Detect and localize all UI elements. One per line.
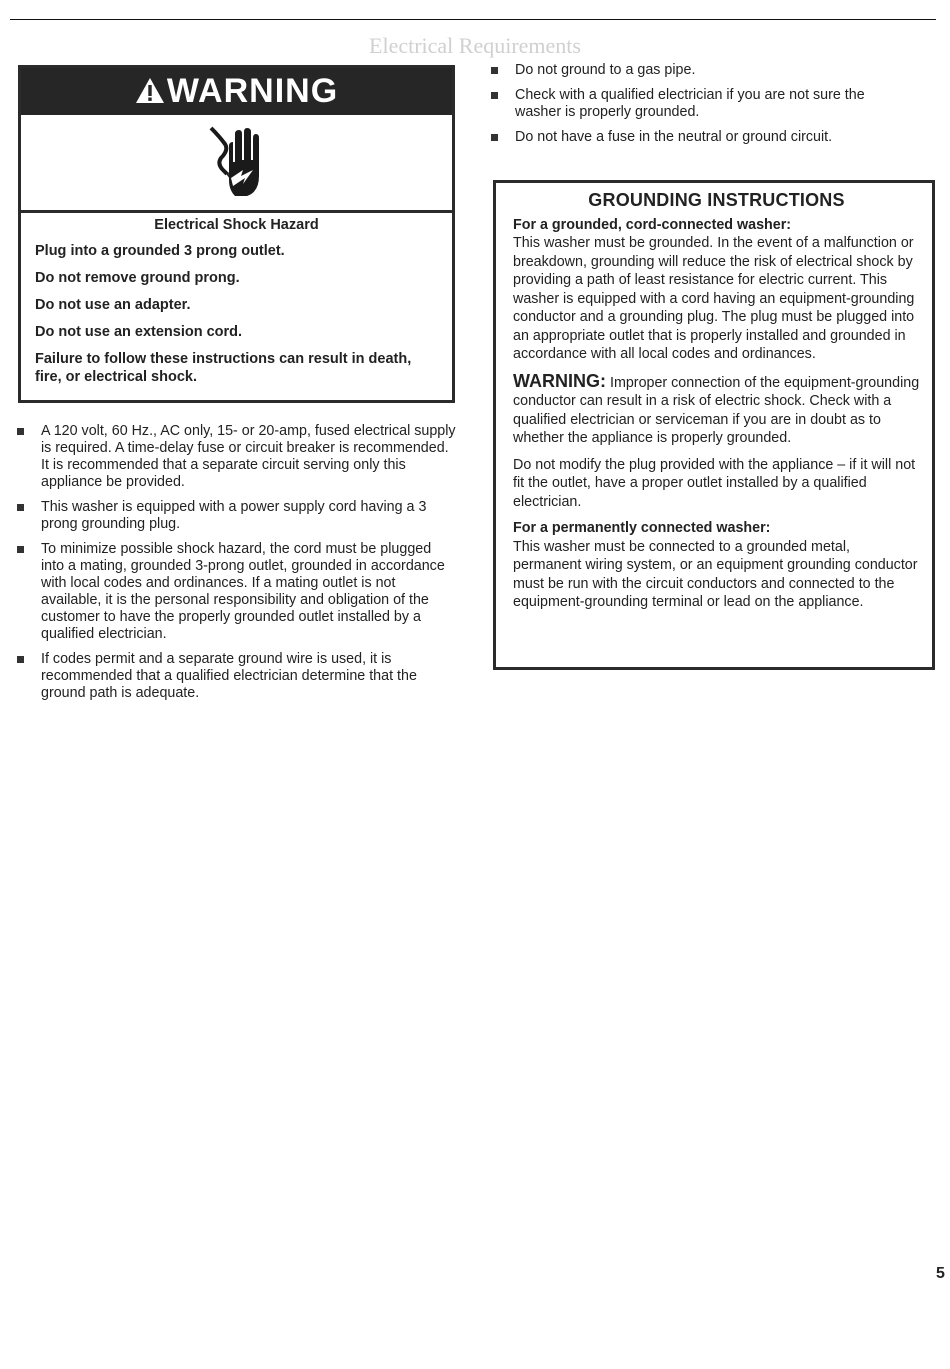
hazard-icon-area xyxy=(21,115,452,213)
bullet-square-icon xyxy=(17,504,24,511)
warning-body xyxy=(21,213,452,386)
grounding-title: GROUNDING INSTRUCTIONS xyxy=(588,190,845,210)
warning-header-text: WARNING xyxy=(166,72,339,110)
right-bullet-list xyxy=(491,62,911,154)
page-title: Electrical Requirements xyxy=(369,33,581,58)
list-item xyxy=(17,423,457,491)
warning-header xyxy=(21,68,452,115)
list-item-text: If codes permit and a separate ground wire is used, it is recommended that a qualified electrician determine that the ground path is adequate. xyxy=(41,651,417,701)
list-item xyxy=(17,541,457,643)
bullet-square-icon xyxy=(491,67,498,74)
bullet-square-icon xyxy=(17,428,24,435)
left-bullet-list xyxy=(17,423,457,710)
warning-line: Plug into a grounded 3 prong outlet. xyxy=(35,243,285,259)
bullet-square-icon xyxy=(491,134,498,141)
grounding-warning xyxy=(513,372,920,448)
bullet-square-icon xyxy=(491,92,498,99)
list-item-text: Do not have a fuse in the neutral or ground circuit. xyxy=(515,129,833,145)
bullet-square-icon xyxy=(17,656,24,663)
list-item xyxy=(491,87,911,121)
warning-line: Do not remove ground prong. xyxy=(35,270,240,286)
list-item-text: This washer is equipped with a power supply cord having a 3 prong grounding plug. xyxy=(41,499,427,532)
grounding-instructions-box xyxy=(493,180,935,670)
warning-line: Do not use an adapter. xyxy=(35,297,191,313)
electric-shock-hand-icon xyxy=(207,120,267,205)
list-item xyxy=(491,129,911,146)
warning-line: Do not use an extension cord. xyxy=(35,324,243,340)
permanent-text: This washer must be connected to a grounded metal, permanent wiring system, or an equipment grounding conductor must be run with the circuit conductors and connected to the equipment-grounding terminal or lead on the appliance. xyxy=(513,538,918,610)
top-rule xyxy=(10,19,936,20)
list-item xyxy=(491,62,911,79)
hazard-title: Electrical Shock Hazard xyxy=(154,217,319,233)
modify-plug-text: Do not modify the plug provided with the appliance – if it will not fit the outlet, have a proper outlet installed by a qualified electrician. xyxy=(513,456,916,510)
list-item-text: A 120 volt, 60 Hz., AC only, 15- or 20-amp, fused electrical supply is required. A time-delay fuse or circuit breaker is recommended. It is recommended that a separate circuit serving only this appliance be provided. xyxy=(41,423,456,490)
cord-connected-heading: For a grounded, cord-connected washer: xyxy=(513,216,792,233)
cord-connected-text: This washer must be grounded. In the event of a malfunction or breakdown, grounding will reduce the risk of electrical shock by providing a path of least resistance for electric current. This washer is equipped with a cord having an equipment-grounding conductor and a grounding plug. The plug must be plugged into an appropriate outlet that is properly installed and grounded in accordance with all local codes and ordinances. xyxy=(513,235,915,362)
bullet-square-icon xyxy=(17,546,24,553)
warning-box xyxy=(18,65,455,403)
list-item-text: Do not ground to a gas pipe. xyxy=(515,62,696,78)
list-item-text: To minimize possible shock hazard, the cord must be plugged into a mating, grounded 3-prong outlet, grounded in accordance with local codes and ordinances. If a mating outlet is not available, it is the personal responsibility and obligation of the customer to have the properly grounded outlet installed by a qualified electrician. xyxy=(41,541,445,642)
list-item-text: Check with a qualified electrician if you are not sure the washer is properly grounded. xyxy=(515,87,865,120)
grounding-warning-label: WARNING: xyxy=(513,370,606,391)
grounding-warning-text: Improper connection of the equipment-grounding conductor can result in a risk of electric shock. Check with a qualified electrician or serviceman if you are in doubt as to whether the appliance is properly grounded. xyxy=(513,374,920,446)
page-number: 5 xyxy=(936,1265,945,1282)
list-item xyxy=(17,651,457,702)
permanent-heading: For a permanently connected washer: xyxy=(513,520,771,536)
warning-triangle-icon xyxy=(135,70,165,117)
warning-line: Failure to follow these instructions can result in death, fire, or electrical shock. xyxy=(35,351,412,385)
list-item xyxy=(17,499,457,533)
